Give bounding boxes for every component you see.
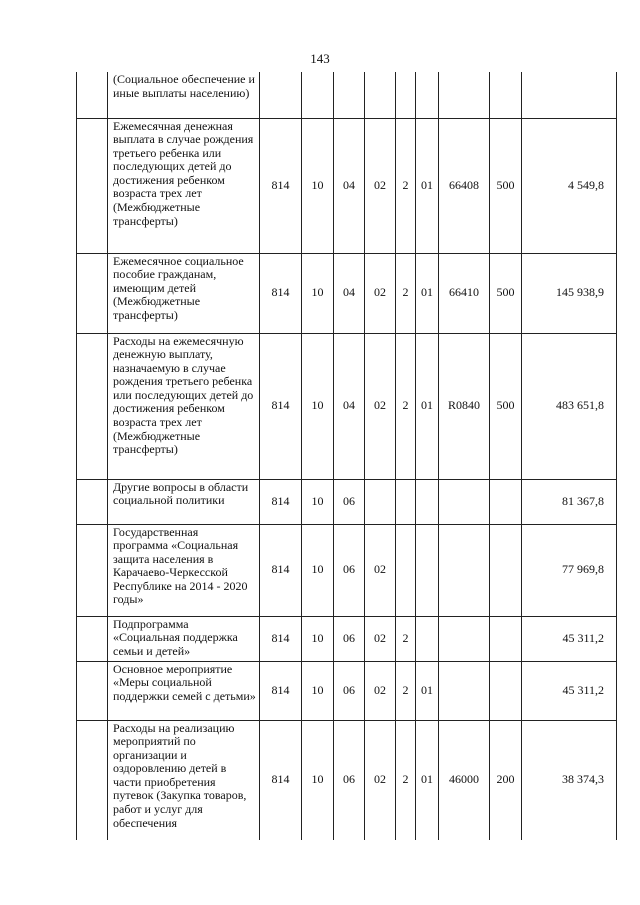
program-code-cell: 02 xyxy=(365,661,396,720)
main-event-code-cell: 01 xyxy=(416,118,439,253)
subprogram-code-cell: 2 xyxy=(396,333,416,479)
subsection-code-cell: 06 xyxy=(334,720,365,840)
expense-type-code-cell xyxy=(490,72,522,118)
main-event-code-cell: 01 xyxy=(416,661,439,720)
amount-cell: 483 651,8 xyxy=(522,333,617,479)
section-code-cell: 10 xyxy=(302,720,334,840)
expense-type-code-cell xyxy=(490,479,522,524)
main-event-code-cell xyxy=(416,616,439,661)
page-number: 143 xyxy=(310,51,330,66)
expense-name-cell: Государственная программа «Социальная защита населения в Карачаево-Черкесской Республике на 2014 - 2020 годы» xyxy=(108,524,260,616)
section-code-cell: 10 xyxy=(302,661,334,720)
row-blank-cell xyxy=(77,720,108,840)
main-event-code-cell xyxy=(416,72,439,118)
subsection-code-cell: 04 xyxy=(334,253,365,333)
section-code-cell: 10 xyxy=(302,616,334,661)
table-row xyxy=(77,720,617,840)
subprogram-code-cell: 2 xyxy=(396,253,416,333)
program-code-cell: 02 xyxy=(365,253,396,333)
subprogram-code-cell: 2 xyxy=(396,661,416,720)
amount-cell: 4 549,8 xyxy=(522,118,617,253)
program-code-cell: 02 xyxy=(365,333,396,479)
ministry-code-cell xyxy=(260,72,302,118)
table-row xyxy=(77,524,617,616)
row-blank-cell xyxy=(77,72,108,118)
table-row xyxy=(77,479,617,524)
section-code-cell: 10 xyxy=(302,253,334,333)
expense-type-code-cell: 200 xyxy=(490,720,522,840)
ministry-code-cell: 814 xyxy=(260,118,302,253)
ministry-code-cell: 814 xyxy=(260,720,302,840)
expense-name-cell: Расходы на ежемесячную денежную выплату, назначаемую в случае рождения третьего ребенка или последующих детей до достижения ребенком возраста трех лет (Межбюджетные трансферты) xyxy=(108,333,260,479)
expense-type-code-cell: 500 xyxy=(490,118,522,253)
main-event-code-cell: 01 xyxy=(416,333,439,479)
program-code-cell: 02 xyxy=(365,118,396,253)
direction-code-cell: R0840 xyxy=(439,333,490,479)
subsection-code-cell: 06 xyxy=(334,524,365,616)
direction-code-cell xyxy=(439,72,490,118)
program-code-cell xyxy=(365,479,396,524)
row-blank-cell xyxy=(77,616,108,661)
expense-type-code-cell xyxy=(490,616,522,661)
subprogram-code-cell: 2 xyxy=(396,118,416,253)
subsection-code-cell: 06 xyxy=(334,616,365,661)
row-blank-cell xyxy=(77,118,108,253)
main-event-code-cell xyxy=(416,479,439,524)
subsection-code-cell: 06 xyxy=(334,479,365,524)
direction-code-cell xyxy=(439,479,490,524)
row-blank-cell xyxy=(77,524,108,616)
amount-cell: 45 311,2 xyxy=(522,616,617,661)
expense-name-cell: (Социальное обеспечение и иные выплаты населению) xyxy=(108,72,260,118)
main-event-code-cell xyxy=(416,524,439,616)
expense-name-cell: Ежемесячное социальное пособие гражданам, имеющим детей (Межбюджетные трансферты) xyxy=(108,253,260,333)
row-blank-cell xyxy=(77,333,108,479)
expense-type-code-cell: 500 xyxy=(490,253,522,333)
row-blank-cell xyxy=(77,253,108,333)
table-row xyxy=(77,616,617,661)
amount-cell: 45 311,2 xyxy=(522,661,617,720)
expense-name-cell: Ежемесячная денежная выплата в случае рождения третьего ребенка или последующих детей до достижения ребенком возраста трех лет (Межбюджетные трансферты) xyxy=(108,118,260,253)
expense-type-code-cell xyxy=(490,524,522,616)
table-row xyxy=(77,72,617,118)
amount-cell: 38 374,3 xyxy=(522,720,617,840)
section-code-cell: 10 xyxy=(302,333,334,479)
subsection-code-cell: 04 xyxy=(334,333,365,479)
table-row xyxy=(77,253,617,333)
section-code-cell: 10 xyxy=(302,524,334,616)
program-code-cell: 02 xyxy=(365,720,396,840)
subsection-code-cell: 04 xyxy=(334,118,365,253)
table-row xyxy=(77,661,617,720)
main-event-code-cell: 01 xyxy=(416,253,439,333)
expense-type-code-cell: 500 xyxy=(490,333,522,479)
program-code-cell: 02 xyxy=(365,524,396,616)
row-blank-cell xyxy=(77,661,108,720)
ministry-code-cell: 814 xyxy=(260,661,302,720)
ministry-code-cell: 814 xyxy=(260,524,302,616)
program-code-cell xyxy=(365,72,396,118)
subprogram-code-cell: 2 xyxy=(396,616,416,661)
direction-code-cell: 46000 xyxy=(439,720,490,840)
ministry-code-cell: 814 xyxy=(260,479,302,524)
table-row xyxy=(77,333,617,479)
direction-code-cell xyxy=(439,524,490,616)
expense-type-code-cell xyxy=(490,661,522,720)
ministry-code-cell: 814 xyxy=(260,333,302,479)
subprogram-code-cell xyxy=(396,479,416,524)
amount-cell: 81 367,8 xyxy=(522,479,617,524)
program-code-cell: 02 xyxy=(365,616,396,661)
expense-name-cell: Основное мероприятие «Меры социальной поддержки семей с детьми» xyxy=(108,661,260,720)
direction-code-cell xyxy=(439,661,490,720)
subsection-code-cell: 06 xyxy=(334,661,365,720)
amount-cell xyxy=(522,72,617,118)
amount-cell: 77 969,8 xyxy=(522,524,617,616)
section-code-cell: 10 xyxy=(302,479,334,524)
row-blank-cell xyxy=(77,479,108,524)
ministry-code-cell: 814 xyxy=(260,253,302,333)
section-code-cell xyxy=(302,72,334,118)
expense-name-cell: Расходы на реализацию мероприятий по организации и оздоровлению детей в части приобретения путевок (Закупка товаров, работ и услуг для обеспечения xyxy=(108,720,260,840)
subprogram-code-cell: 2 xyxy=(396,720,416,840)
section-code-cell: 10 xyxy=(302,118,334,253)
direction-code-cell: 66408 xyxy=(439,118,490,253)
subprogram-code-cell xyxy=(396,72,416,118)
direction-code-cell xyxy=(439,616,490,661)
expense-name-cell: Подпрограмма «Социальная поддержка семьи и детей» xyxy=(108,616,260,661)
main-event-code-cell: 01 xyxy=(416,720,439,840)
subsection-code-cell xyxy=(334,72,365,118)
table-row xyxy=(77,118,617,253)
budget-table xyxy=(76,72,617,840)
expense-name-cell: Другие вопросы в области социальной политики xyxy=(108,479,260,524)
subprogram-code-cell xyxy=(396,524,416,616)
amount-cell: 145 938,9 xyxy=(522,253,617,333)
ministry-code-cell: 814 xyxy=(260,616,302,661)
direction-code-cell: 66410 xyxy=(439,253,490,333)
